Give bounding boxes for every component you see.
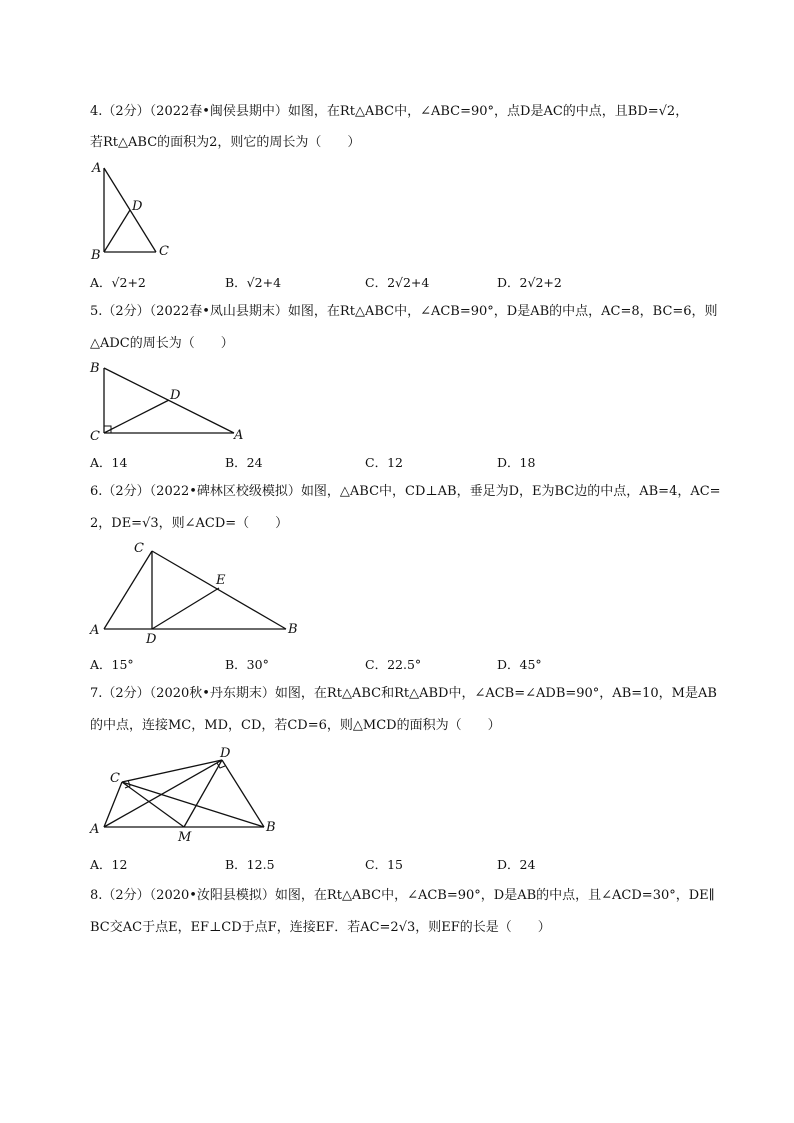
question-6-figure — [86, 538, 306, 648]
question-5-line1: 5.（2分）（2022春•凤山县期末）如图，在Rt△ABC中，∠ACB=90°，D是AB的中点，AC=8，BC=6，则 — [90, 304, 718, 319]
q6-label-a: A — [90, 623, 100, 638]
q7-label-d: D — [220, 746, 231, 761]
q5-label-b: B — [90, 361, 100, 376]
q4-option-d[interactable]: D．2√2+2 — [497, 275, 562, 290]
q6-label-b: B — [288, 622, 298, 637]
q7-option-d[interactable]: D．24 — [497, 857, 536, 872]
q4-label-c: C — [159, 244, 169, 259]
q5-option-d[interactable]: D．18 — [497, 455, 536, 470]
question-8-line1: 8.（2分）（2020•汝阳县模拟）如图，在Rt△ABC中，∠ACB=90°，D是AB的中点，且∠ACD=30°，DE∥ — [90, 888, 715, 903]
q5-option-b[interactable]: B．24 — [225, 455, 263, 470]
q4-label-b: B — [91, 248, 101, 263]
q7-label-b: B — [266, 820, 276, 835]
q7-option-a[interactable]: A．12 — [90, 857, 128, 872]
question-5-line2: △ADC的周长为（ ） — [90, 336, 234, 351]
q7-label-c: C — [110, 771, 120, 786]
q5-label-c: C — [90, 429, 100, 444]
q4-option-c[interactable]: C．2√2+4 — [365, 275, 430, 290]
q5-label-a: A — [234, 428, 244, 443]
q6-label-d: D — [146, 632, 157, 647]
q6-option-b[interactable]: B．30° — [225, 657, 269, 672]
q7-label-m: M — [178, 830, 192, 845]
q6-option-a[interactable]: A．15° — [90, 657, 134, 672]
q6-label-e: E — [216, 573, 226, 588]
question-5-figure — [86, 360, 256, 445]
q6-option-c[interactable]: C．22.5° — [365, 657, 422, 672]
q7-label-a: A — [90, 822, 100, 837]
question-7-line2: 的中点，连接MC，MD，CD，若CD=6，则△MCD的面积为（ ） — [90, 718, 501, 733]
question-4-line1: 4.（2分）（2022春•闽侯县期中）如图，在Rt△ABC中，∠ABC=90°，点D是AC的中点，且BD=√2， — [90, 104, 689, 119]
q7-option-c[interactable]: C．15 — [365, 857, 403, 872]
q4-label-d: D — [132, 199, 143, 214]
question-7-figure — [86, 740, 286, 845]
question-4-figure — [88, 158, 178, 263]
q4-option-b[interactable]: B．√2+4 — [225, 275, 282, 290]
q4-option-a[interactable]: A．√2+2 — [90, 275, 146, 290]
question-7-line1: 7.（2分）（2020秋•丹东期末）如图，在Rt△ABC和Rt△ABD中，∠ACB=∠ADB=90°，AB=10，M是AB — [90, 686, 717, 701]
q5-label-d: D — [170, 388, 181, 403]
question-8-line2: BC交AC于点E，EF⊥CD于点F，连接EF．若AC=2√3，则EF的长是（ ） — [90, 920, 551, 935]
question-6-line1: 6.（2分）（2022•碑林区校级模拟）如图，△ABC中，CD⊥AB，垂足为D，E为BC边的中点，AB=4，AC= — [90, 484, 721, 499]
q7-option-b[interactable]: B．12.5 — [225, 857, 275, 872]
q5-option-c[interactable]: C．12 — [365, 455, 403, 470]
q4-label-a: A — [92, 161, 102, 176]
question-4-line2: 若Rt△ABC的面积为2，则它的周长为（ ） — [90, 135, 361, 150]
q6-label-c: C — [134, 541, 144, 556]
q6-option-d[interactable]: D．45° — [497, 657, 542, 672]
q5-option-a[interactable]: A．14 — [90, 455, 128, 470]
question-6-line2: 2，DE=√3，则∠ACD=（ ） — [90, 516, 289, 531]
